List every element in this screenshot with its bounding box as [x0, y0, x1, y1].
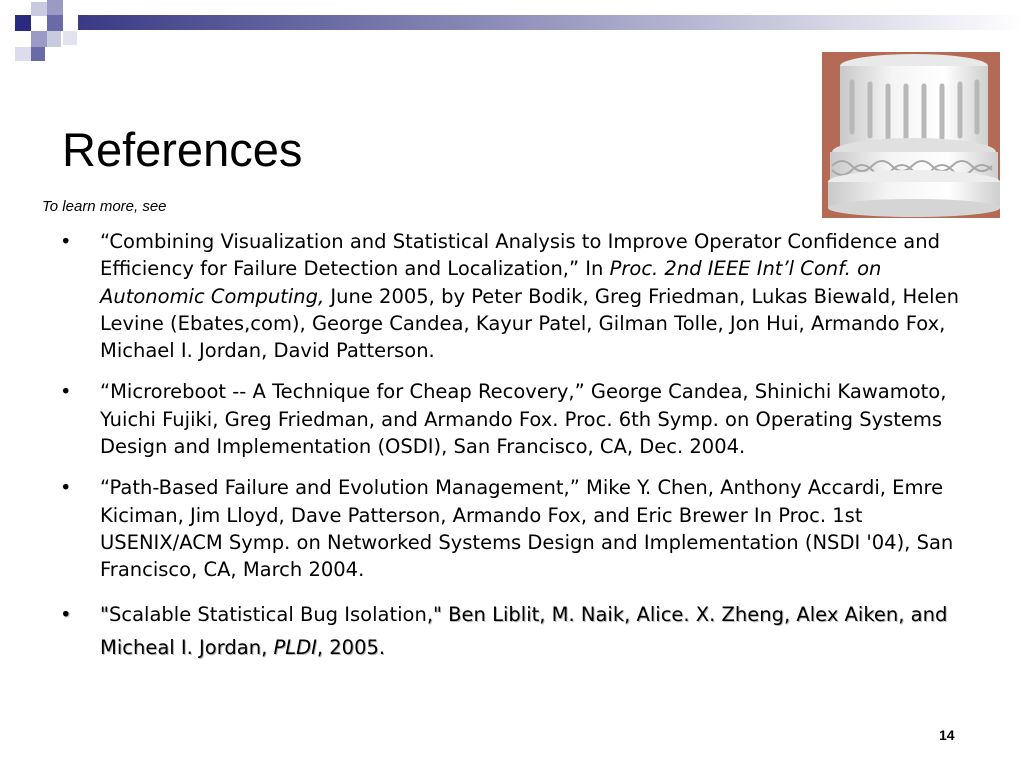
- page-number: 14: [939, 727, 955, 743]
- bullet-marker: •: [60, 476, 72, 500]
- reference-text: “Path-Based Failure and Evolution Management,” Mike Y. Chen, Anthony Accardi, Emre Kiciman, Jim Lloyd, Dave Patterson, Armando Fox, and Eric Brewer In Proc. 1st USENIX/ACM Symp. on Networked Systems Design and Implementation (NSDI '04), San Francisco, CA, March 2004.: [100, 476, 954, 582]
- decor-square-3: [47, 0, 63, 15]
- reference-text-tail: June 2005, by Peter Bodik, Greg Friedman, Lukas Biewald, Helen Levine (Ebates,com), George Candea, Kayur Patel, Gilman Tolle, Jon Hui, Armando Fox, Michael I. Jordan, David Patterson.: [100, 284, 959, 363]
- decor-square-1: [15, 15, 31, 31]
- decor-square-4: [47, 15, 63, 31]
- decor-square-6: [47, 31, 61, 47]
- slide-title: References: [62, 123, 303, 176]
- reference-open-quote: ": [100, 602, 109, 626]
- reference-item-2: [60, 378, 970, 460]
- reference-title: Scalable Statistical Bug Isolation: [108, 602, 427, 626]
- slide-subtitle: To learn more, see: [42, 198, 167, 215]
- decor-square-7: [63, 31, 77, 45]
- bullet-marker: •: [60, 602, 72, 626]
- decor-square-2: [31, 2, 47, 16]
- reference-item-4: [60, 598, 970, 664]
- reference-text: “Combining Visualization and Statistical Analysis to Improve Operator Confidence and Efficiency for Failure Detection and Localization,” In: [100, 230, 940, 281]
- column-pedestal-image: [822, 52, 1000, 218]
- bullet-marker: •: [60, 380, 72, 404]
- reference-authors: ," Ben Liblit, M. Naik, Alice. X. Zheng, Alex Aiken, and Micheal I. Jordan,: [100, 602, 948, 659]
- bullet-marker: •: [60, 230, 72, 253]
- reference-text: “Microreboot -- A Technique for Cheap Recovery,” George Candea, Shinichi Kawamoto, Yuichi Fujiki, Greg Friedman, and Armando Fox. Proc. 6th Symp. on Operating Systems Design and Implementation (OSDI), San Francisco, CA, Dec. 2004.: [100, 380, 947, 459]
- decor-square-8: [15, 47, 31, 61]
- reference-year: , 2005.: [316, 635, 386, 659]
- decor-square-5: [31, 31, 47, 47]
- reference-list: [60, 228, 970, 678]
- reference-venue: PLDI: [273, 635, 317, 659]
- title-bar-gradient: [78, 15, 1024, 30]
- reference-item-1: [60, 228, 970, 364]
- reference-item-3: [60, 474, 970, 583]
- reference-venue: Proc. 2nd IEEE Int’l Conf. on Autonomic Computing,: [100, 257, 882, 308]
- decor-square-9: [31, 47, 45, 61]
